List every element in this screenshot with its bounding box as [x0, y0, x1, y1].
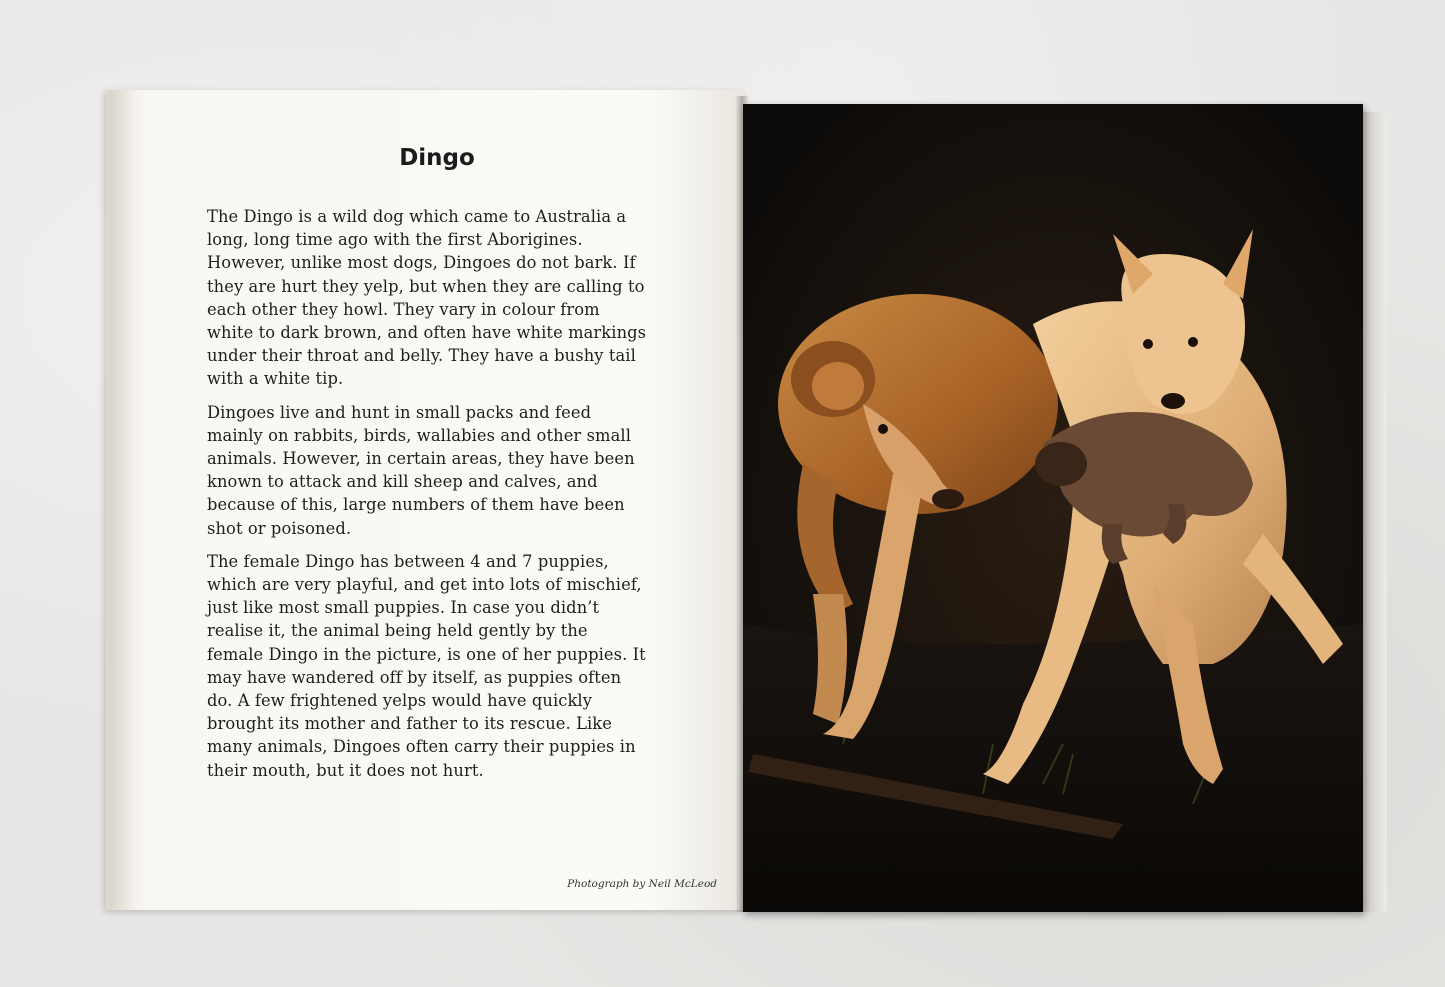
paragraph-3: The female Dingo has between 4 and 7 puppies, which are very playful, and get into lots of mischief, just like most small puppies. In case you didn’t realise it, the animal being held gently by the female Dingo in the picture, is one of her puppies. It may have wandered off by itself, as puppies often do. A few frightened yelps would have quickly brought its mother and father to its rescue. Like many animals, Dingoes often carry their puppies in their mouth, but it does not hurt. [207, 551, 646, 780]
body-text [207, 205, 647, 792]
photo-page [743, 104, 1363, 912]
left-page [106, 90, 745, 910]
paragraph-2: Dingoes live and hunt in small packs and feed mainly on rabbits, birds, wallabies and other small animals. However, in certain areas, they have been known to attack and kill sheep and calves, and because of this, large numbers of them have been shot or poisoned. [207, 402, 635, 538]
paragraph-1: The Dingo is a wild dog which came to Australia a long, long time ago with the first Aborigines. However, unlike most dogs, Dingoes do not bark. If they are hurt they yelp, but when they are calling to each other they howl. They vary in colour from white to dark brown, and often have white markings under their throat and belly. They have a bushy tail with a white tip. [207, 207, 647, 389]
dingo-photo [743, 104, 1363, 912]
page-edge [109, 90, 133, 910]
page-title: Dingo [399, 145, 475, 171]
page-stack-edge [1363, 112, 1387, 912]
photo-credit: Photograph by Neil McLeod [567, 878, 717, 890]
